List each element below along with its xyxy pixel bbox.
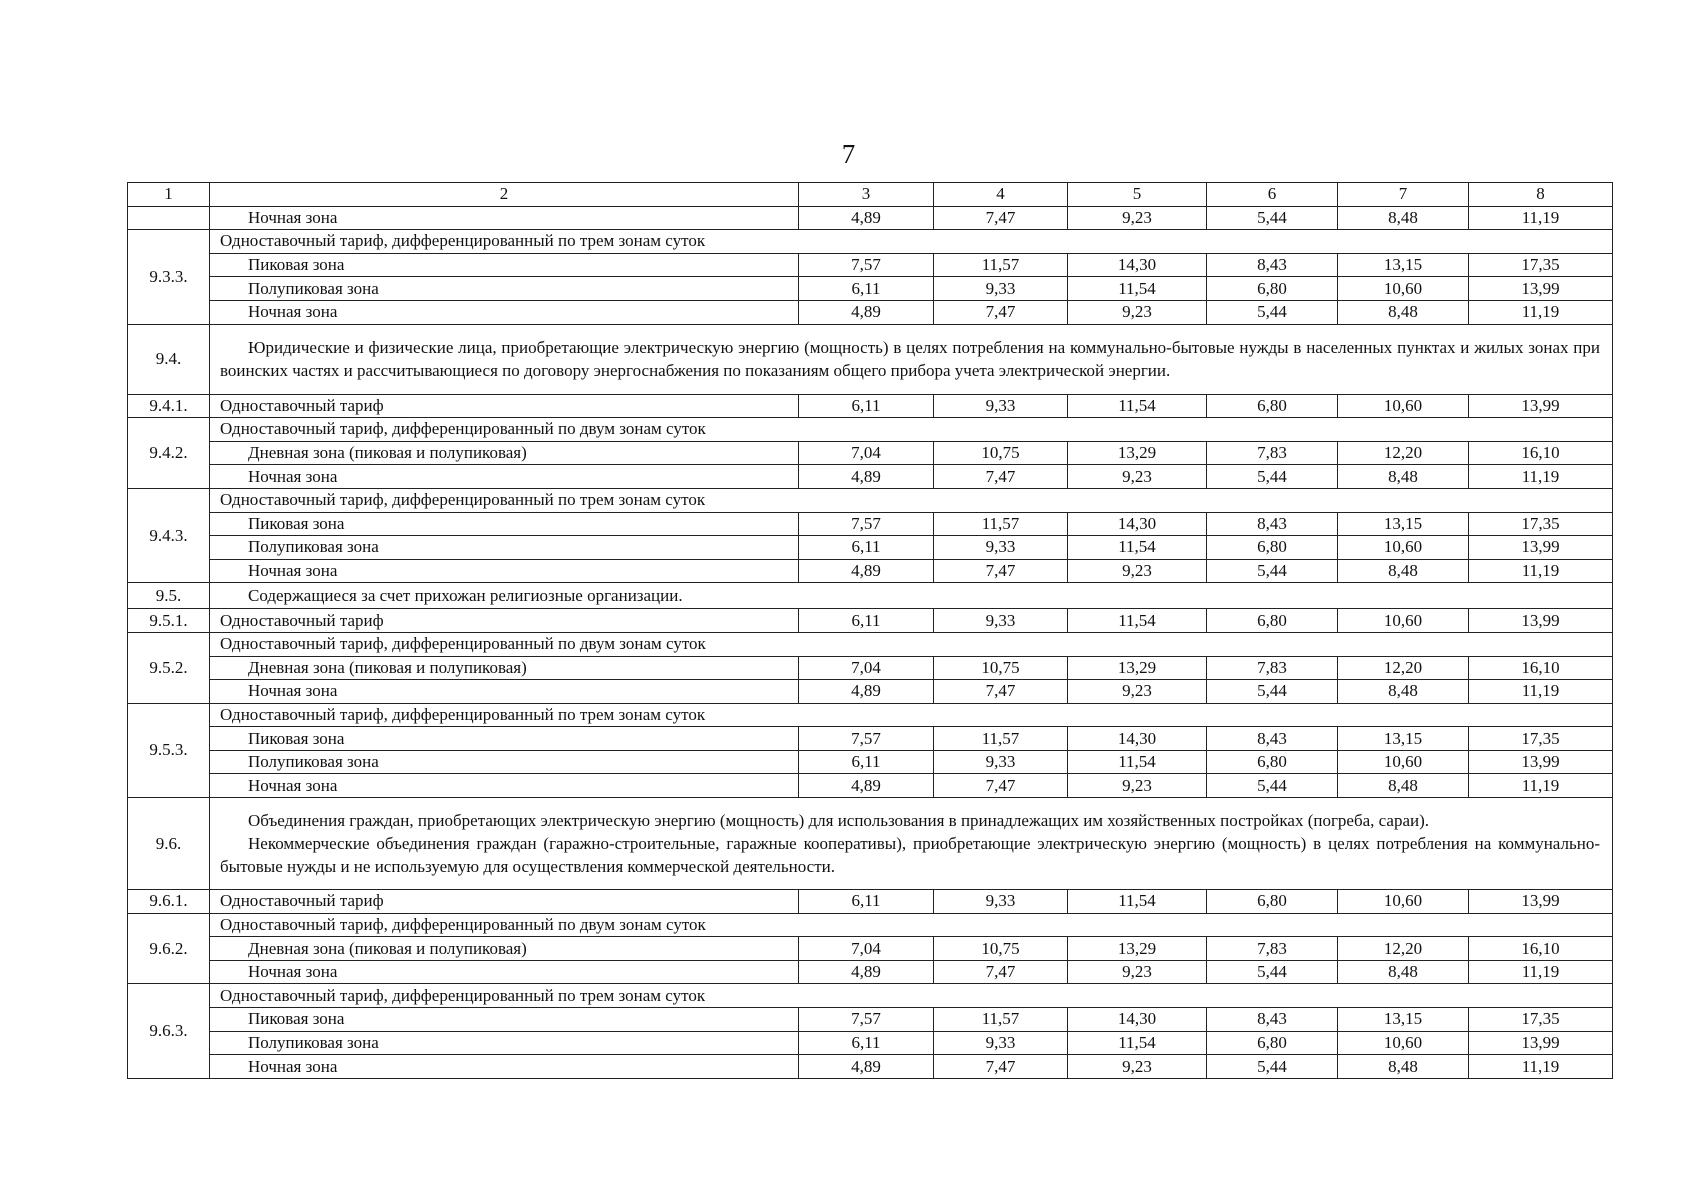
tariff-value: 7,57 — [799, 727, 934, 751]
tariff-label: Полупиковая зона — [210, 750, 799, 774]
tariff-label: Одноставочный тариф — [210, 609, 799, 633]
tariff-value: 8,48 — [1338, 960, 1469, 984]
section-paragraph: Содержащиеся за счет прихожан религиозные организации. — [248, 586, 683, 606]
column-number: 7 — [1338, 183, 1469, 207]
tariff-value: 17,35 — [1469, 512, 1613, 536]
tariff-value: 10,60 — [1338, 536, 1469, 560]
table-row — [128, 656, 1613, 680]
tariff-value: 13,99 — [1469, 1031, 1613, 1055]
tariff-value: 8,43 — [1207, 727, 1338, 751]
tariff-value: 9,23 — [1068, 1055, 1207, 1079]
tariff-value: 17,35 — [1469, 253, 1613, 277]
column-number: 2 — [210, 183, 799, 207]
tariff-value: 7,57 — [799, 1008, 934, 1032]
tariff-subheading: Одноставочный тариф, дифференцированный по трем зонам суток — [210, 984, 1613, 1008]
tariff-label: Ночная зона — [210, 774, 799, 798]
tariff-label: Пиковая зона — [210, 512, 799, 536]
tariff-label: Ночная зона — [210, 960, 799, 984]
tariff-value: 4,89 — [799, 465, 934, 489]
tariff-label: Ночная зона — [210, 300, 799, 324]
tariff-subheading-row — [128, 913, 1613, 937]
tariff-value: 11,54 — [1068, 890, 1207, 914]
column-number: 3 — [799, 183, 934, 207]
tariff-value: 4,89 — [799, 1055, 934, 1079]
table-row — [128, 774, 1613, 798]
tariff-value: 9,23 — [1068, 680, 1207, 704]
tariff-value: 12,20 — [1338, 656, 1469, 680]
section-description — [210, 798, 1613, 890]
tariff-label: Дневная зона (пиковая и полупиковая) — [210, 656, 799, 680]
table-row — [128, 1055, 1613, 1079]
tariff-subheading-row — [128, 230, 1613, 254]
tariff-value: 11,19 — [1469, 465, 1613, 489]
tariff-value: 6,80 — [1207, 1031, 1338, 1055]
tariff-label: Ночная зона — [210, 1055, 799, 1079]
tariff-value: 10,60 — [1338, 609, 1469, 633]
tariff-value: 9,33 — [934, 277, 1068, 301]
tariff-value: 13,15 — [1338, 512, 1469, 536]
tariff-value: 9,33 — [934, 394, 1068, 418]
section-row — [128, 324, 1613, 394]
tariff-value: 5,44 — [1207, 1055, 1338, 1079]
tariff-value: 8,43 — [1207, 512, 1338, 536]
table-row — [128, 1008, 1613, 1032]
section-paragraph: Некоммерческие объединения граждан (гаражно-строительные, гаражные кооперативы), приобретающие электрическую энергию (мощность) в целях потребления на коммунально-бытовые нужды и не используемую для осуществления коммерческой деятельности. — [220, 834, 1600, 877]
tariff-value: 14,30 — [1068, 1008, 1207, 1032]
tariff-label: Ночная зона — [210, 680, 799, 704]
table-row — [128, 609, 1613, 633]
table-row — [128, 441, 1613, 465]
tariff-value: 5,44 — [1207, 960, 1338, 984]
tariff-value: 6,80 — [1207, 394, 1338, 418]
table-row — [128, 727, 1613, 751]
tariff-value: 5,44 — [1207, 300, 1338, 324]
tariff-value: 8,43 — [1207, 253, 1338, 277]
tariff-value: 13,15 — [1338, 727, 1469, 751]
tariff-value: 13,29 — [1068, 656, 1207, 680]
tariff-value: 7,47 — [934, 680, 1068, 704]
table-row — [128, 1031, 1613, 1055]
tariff-value: 10,60 — [1338, 1031, 1469, 1055]
tariff-value: 7,83 — [1207, 656, 1338, 680]
item-code: 9.5.2. — [128, 632, 210, 703]
tariff-value: 11,19 — [1469, 300, 1613, 324]
tariff-value: 7,83 — [1207, 937, 1338, 961]
section-row — [128, 583, 1613, 609]
tariff-label: Одноставочный тариф — [210, 394, 799, 418]
tariff-subheading-row — [128, 632, 1613, 656]
tariff-subheading: Одноставочный тариф, дифференцированный по двум зонам суток — [210, 632, 1613, 656]
section-description — [210, 324, 1613, 394]
tariff-value: 13,99 — [1469, 394, 1613, 418]
table-row — [128, 206, 1613, 230]
table-row — [128, 750, 1613, 774]
tariff-value: 5,44 — [1207, 559, 1338, 583]
tariff-value: 13,29 — [1068, 441, 1207, 465]
tariff-value: 5,44 — [1207, 206, 1338, 230]
page-number: 7 — [841, 139, 856, 169]
tariff-value: 11,19 — [1469, 1055, 1613, 1079]
tariff-value: 10,60 — [1338, 394, 1469, 418]
tariff-value: 7,57 — [799, 512, 934, 536]
tariff-table-body — [128, 206, 1613, 1078]
tariff-value: 9,23 — [1068, 206, 1207, 230]
tariff-value: 11,57 — [934, 1008, 1068, 1032]
table-row — [128, 559, 1613, 583]
tariff-value: 13,99 — [1469, 536, 1613, 560]
tariff-value: 7,47 — [934, 300, 1068, 324]
tariff-label: Дневная зона (пиковая и полупиковая) — [210, 937, 799, 961]
tariff-subheading: Одноставочный тариф, дифференцированный по двум зонам суток — [210, 913, 1613, 937]
column-number: 4 — [934, 183, 1068, 207]
tariff-value: 7,47 — [934, 465, 1068, 489]
tariff-value: 10,60 — [1338, 750, 1469, 774]
tariff-value: 11,19 — [1469, 559, 1613, 583]
tariff-label: Пиковая зона — [210, 1008, 799, 1032]
tariff-value: 10,75 — [934, 441, 1068, 465]
tariff-value: 11,54 — [1068, 394, 1207, 418]
table-row — [128, 536, 1613, 560]
table-row — [128, 394, 1613, 418]
tariff-value: 17,35 — [1469, 727, 1613, 751]
tariff-value: 6,80 — [1207, 536, 1338, 560]
section-description — [210, 583, 1613, 609]
tariff-value: 6,80 — [1207, 890, 1338, 914]
tariff-value: 16,10 — [1469, 441, 1613, 465]
tariff-value: 7,04 — [799, 937, 934, 961]
item-code: 9.4.2. — [128, 418, 210, 489]
tariff-subheading: Одноставочный тариф, дифференцированный по трем зонам суток — [210, 230, 1613, 254]
tariff-value: 6,11 — [799, 890, 934, 914]
tariff-value: 13,29 — [1068, 937, 1207, 961]
tariff-value: 5,44 — [1207, 774, 1338, 798]
tariff-value: 9,23 — [1068, 960, 1207, 984]
tariff-value: 10,60 — [1338, 890, 1469, 914]
tariff-value: 10,75 — [934, 656, 1068, 680]
tariff-value: 9,33 — [934, 609, 1068, 633]
table-row — [128, 277, 1613, 301]
table-row — [128, 937, 1613, 961]
tariff-value: 8,48 — [1338, 206, 1469, 230]
column-number: 6 — [1207, 183, 1338, 207]
tariff-value: 4,89 — [799, 559, 934, 583]
section-paragraph: Объединения граждан, приобретающих электрическую энергию (мощность) для использования в принадлежащих им хозяйственных постройках (погреба, сараи). — [248, 811, 1430, 831]
tariff-value: 6,11 — [799, 609, 934, 633]
tariff-subheading: Одноставочный тариф, дифференцированный по трем зонам суток — [210, 488, 1613, 512]
item-code — [128, 206, 210, 230]
item-code: 9.6. — [128, 798, 210, 890]
column-number: 5 — [1068, 183, 1207, 207]
tariff-label: Ночная зона — [210, 465, 799, 489]
tariff-label: Дневная зона (пиковая и полупиковая) — [210, 441, 799, 465]
tariff-value: 14,30 — [1068, 253, 1207, 277]
tariff-value: 11,19 — [1469, 774, 1613, 798]
tariff-value: 17,35 — [1469, 1008, 1613, 1032]
tariff-value: 4,89 — [799, 206, 934, 230]
tariff-subheading: Одноставочный тариф, дифференцированный по двум зонам суток — [210, 418, 1613, 442]
tariff-value: 9,23 — [1068, 465, 1207, 489]
tariff-label: Полупиковая зона — [210, 536, 799, 560]
table-row — [128, 253, 1613, 277]
tariff-value: 8,48 — [1338, 300, 1469, 324]
tariff-value: 11,54 — [1068, 609, 1207, 633]
tariff-value: 9,33 — [934, 536, 1068, 560]
item-code: 9.4. — [128, 324, 210, 394]
tariff-value: 8,48 — [1338, 559, 1469, 583]
tariff-value: 5,44 — [1207, 465, 1338, 489]
item-code: 9.6.2. — [128, 913, 210, 984]
tariff-value: 6,11 — [799, 536, 934, 560]
tariff-value: 6,80 — [1207, 277, 1338, 301]
tariff-value: 6,11 — [799, 394, 934, 418]
tariff-value: 13,99 — [1469, 609, 1613, 633]
tariff-value: 7,47 — [934, 774, 1068, 798]
tariff-value: 7,04 — [799, 441, 934, 465]
tariff-value: 4,89 — [799, 300, 934, 324]
table-row — [128, 680, 1613, 704]
tariff-value: 8,48 — [1338, 1055, 1469, 1079]
item-code: 9.5.1. — [128, 609, 210, 633]
tariff-value: 13,15 — [1338, 253, 1469, 277]
table-row — [128, 300, 1613, 324]
column-number: 1 — [128, 183, 210, 207]
tariff-value: 7,47 — [934, 1055, 1068, 1079]
tariff-value: 14,30 — [1068, 727, 1207, 751]
column-number-header-row — [128, 183, 1613, 207]
tariff-value: 14,30 — [1068, 512, 1207, 536]
table-row — [128, 512, 1613, 536]
tariff-value: 7,47 — [934, 559, 1068, 583]
tariff-value: 7,47 — [934, 960, 1068, 984]
tariff-value: 11,57 — [934, 512, 1068, 536]
tariff-value: 8,48 — [1338, 465, 1469, 489]
tariff-value: 12,20 — [1338, 441, 1469, 465]
tariff-value: 7,47 — [934, 206, 1068, 230]
tariff-value: 8,48 — [1338, 680, 1469, 704]
tariff-label: Полупиковая зона — [210, 1031, 799, 1055]
tariff-value: 16,10 — [1469, 656, 1613, 680]
tariff-value: 7,57 — [799, 253, 934, 277]
tariff-value: 8,48 — [1338, 774, 1469, 798]
tariff-subheading-row — [128, 984, 1613, 1008]
tariff-value: 10,75 — [934, 937, 1068, 961]
tariff-value: 9,23 — [1068, 774, 1207, 798]
tariff-value: 11,54 — [1068, 536, 1207, 560]
tariff-label: Пиковая зона — [210, 253, 799, 277]
tariff-value: 9,33 — [934, 750, 1068, 774]
tariff-value: 4,89 — [799, 774, 934, 798]
tariff-value: 13,99 — [1469, 890, 1613, 914]
tariff-label: Одноставочный тариф — [210, 890, 799, 914]
table-row — [128, 465, 1613, 489]
tariff-subheading-row — [128, 488, 1613, 512]
tariff-value: 7,83 — [1207, 441, 1338, 465]
item-code: 9.4.1. — [128, 394, 210, 418]
tariff-value: 6,11 — [799, 1031, 934, 1055]
tariff-subheading: Одноставочный тариф, дифференцированный по трем зонам суток — [210, 703, 1613, 727]
tariff-value: 13,15 — [1338, 1008, 1469, 1032]
tariff-value: 11,57 — [934, 253, 1068, 277]
tariff-value: 6,80 — [1207, 609, 1338, 633]
item-code: 9.5.3. — [128, 703, 210, 797]
column-number: 8 — [1469, 183, 1613, 207]
tariff-subheading-row — [128, 418, 1613, 442]
tariff-value: 16,10 — [1469, 937, 1613, 961]
tariff-value: 11,19 — [1469, 206, 1613, 230]
tariff-value: 5,44 — [1207, 680, 1338, 704]
tariff-value: 11,19 — [1469, 960, 1613, 984]
tariff-subheading-row — [128, 703, 1613, 727]
tariff-label: Полупиковая зона — [210, 277, 799, 301]
tariff-label: Пиковая зона — [210, 727, 799, 751]
tariff-value: 7,04 — [799, 656, 934, 680]
tariff-value: 6,11 — [799, 277, 934, 301]
table-row — [128, 890, 1613, 914]
tariff-label: Ночная зона — [210, 559, 799, 583]
item-code: 9.6.3. — [128, 984, 210, 1078]
section-row — [128, 798, 1613, 890]
tariff-table — [127, 182, 1613, 1079]
item-code: 9.6.1. — [128, 890, 210, 914]
tariff-label: Ночная зона — [210, 206, 799, 230]
tariff-value: 4,89 — [799, 680, 934, 704]
tariff-value: 4,89 — [799, 960, 934, 984]
tariff-value: 9,33 — [934, 1031, 1068, 1055]
tariff-value: 11,57 — [934, 727, 1068, 751]
table-row — [128, 960, 1613, 984]
tariff-value: 8,43 — [1207, 1008, 1338, 1032]
item-code: 9.5. — [128, 583, 210, 609]
tariff-value: 9,23 — [1068, 300, 1207, 324]
tariff-value: 11,54 — [1068, 750, 1207, 774]
tariff-value: 9,33 — [934, 890, 1068, 914]
tariff-value: 12,20 — [1338, 937, 1469, 961]
tariff-value: 11,54 — [1068, 277, 1207, 301]
item-code: 9.3.3. — [128, 230, 210, 324]
tariff-value: 6,11 — [799, 750, 934, 774]
tariff-value: 9,23 — [1068, 559, 1207, 583]
tariff-value: 11,19 — [1469, 680, 1613, 704]
item-code: 9.4.3. — [128, 488, 210, 582]
tariff-value: 10,60 — [1338, 277, 1469, 301]
tariff-value: 11,54 — [1068, 1031, 1207, 1055]
section-paragraph: Юридические и физические лица, приобретающие электрическую энергию (мощность) в целях потребления на коммунально-бытовые нужды в населенных пунктах и жилых зонах при воинских частях и рассчитывающиеся по договору энергоснабжения по показаниям общего прибора учета электрической энергии. — [220, 338, 1600, 381]
tariff-value: 13,99 — [1469, 750, 1613, 774]
tariff-value: 6,80 — [1207, 750, 1338, 774]
tariff-value: 13,99 — [1469, 277, 1613, 301]
